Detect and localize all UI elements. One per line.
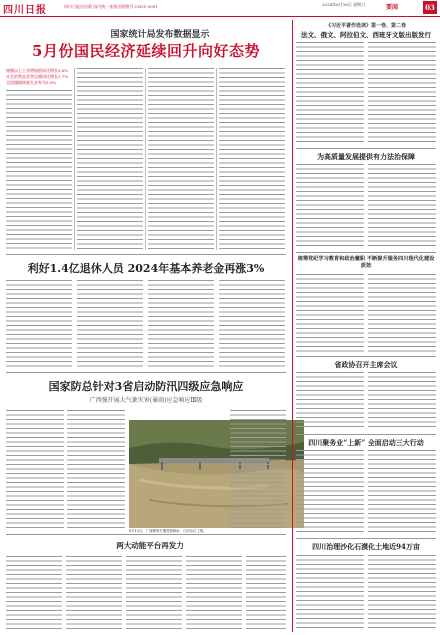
sichuan-body-col1 <box>296 450 364 534</box>
summary-item: 规模以上工业增加值同比增长5.6% <box>6 68 69 73</box>
yellow-body-col1 <box>296 555 364 631</box>
meeting-headline: 省政协召开主席会议 <box>334 360 398 369</box>
lead-body-col2 <box>77 68 143 250</box>
section-rule <box>6 372 286 373</box>
page-number: 03 <box>423 1 437 14</box>
flood-body-col3 <box>230 410 286 528</box>
power-body-col1 <box>296 164 364 248</box>
pandas-headline: 两大动能平台再发力 <box>116 541 184 550</box>
law-kicker: 《习近平著作选读》第一卷、第二卷 <box>325 23 406 29</box>
law-headline: 法文、俄文、阿拉伯文、西班牙文版出版发行 <box>301 31 431 39</box>
meeting-body-col1 <box>296 372 364 430</box>
column-divider <box>216 68 217 250</box>
lead-body-col1 <box>6 90 72 250</box>
column-divider <box>145 68 146 250</box>
pandas-body-col5 <box>246 556 286 631</box>
section-rule <box>6 254 286 255</box>
lead-body-col3 <box>148 68 214 250</box>
study-headline: 统筹党纪学习教育和政治履职 不断提升服务四川现代化建设质效 <box>297 256 435 269</box>
lead-kicker: 国家统计局发布数据显示 <box>110 30 210 40</box>
study-body-col2 <box>368 274 436 352</box>
pandas-body-col1 <box>6 556 62 631</box>
study-body-col1 <box>296 274 364 352</box>
retire-body-col2 <box>77 280 143 368</box>
photo-caption: 6月15日，广西柳州市遭受强降雨，江河水位上涨。 <box>129 529 207 533</box>
power-body-col2 <box>368 164 436 248</box>
flood-subheadline: 广西强开展大气象灾害(暴雨)应急响应Ⅲ级 <box>89 397 203 404</box>
issue-date: 2024年6月16日 星期日 <box>322 2 366 7</box>
section-rule <box>296 252 436 253</box>
section-rule <box>296 148 436 149</box>
pandas-body-col2 <box>66 556 122 631</box>
newspaper-logo: 四川日报 <box>3 5 47 16</box>
section-rule <box>296 538 436 539</box>
meeting-body-col2 <box>368 372 436 430</box>
retire-headline: 利好1.4亿退休人员 2024年基本养老金再涨3% <box>27 262 265 275</box>
summary-item: 全国城镇调查失业率为5.0% <box>6 80 57 85</box>
column-divider <box>74 68 75 250</box>
flood-body-col1 <box>6 410 64 528</box>
lead-headline: 5月份国民经济延续回升向好态势 <box>32 42 260 60</box>
law-body-col2 <box>368 42 436 144</box>
section-rule <box>296 356 436 357</box>
pandas-body-col3 <box>126 556 182 631</box>
pandas-body-col4 <box>186 556 242 631</box>
sichuan-headline: 四川聚务业“上新” 全面启动三大行动 <box>308 438 424 447</box>
section-rule <box>6 534 286 535</box>
section-rule <box>296 434 436 435</box>
power-headline: 为高质量发展提供有力法治保障 <box>317 152 415 161</box>
masthead <box>0 0 440 17</box>
sichuan-body-col2 <box>368 450 436 534</box>
lead-summary-box <box>6 68 72 86</box>
section-name: 要闻 <box>386 4 399 11</box>
lead-body-col4 <box>219 68 285 250</box>
retire-body-col3 <box>148 280 214 368</box>
retire-body-col1 <box>6 280 72 368</box>
yellow-headline: 四川治理沙化石漠化土地近94万亩 <box>312 542 420 551</box>
summary-item: 社会消费品零售总额同比增长3.7% <box>6 74 69 79</box>
right-column-divider <box>292 20 293 632</box>
law-body-col1 <box>296 42 364 144</box>
flood-body-col2 <box>67 410 125 528</box>
flood-headline: 国家防总针对3省启动防汛四级应急响应 <box>48 380 244 393</box>
yellow-body-col2 <box>368 555 436 631</box>
retire-body-col4 <box>219 280 285 368</box>
paper-info: 四川日报社出版 国内统一连续出版物号 CN51-0001 <box>64 4 158 9</box>
